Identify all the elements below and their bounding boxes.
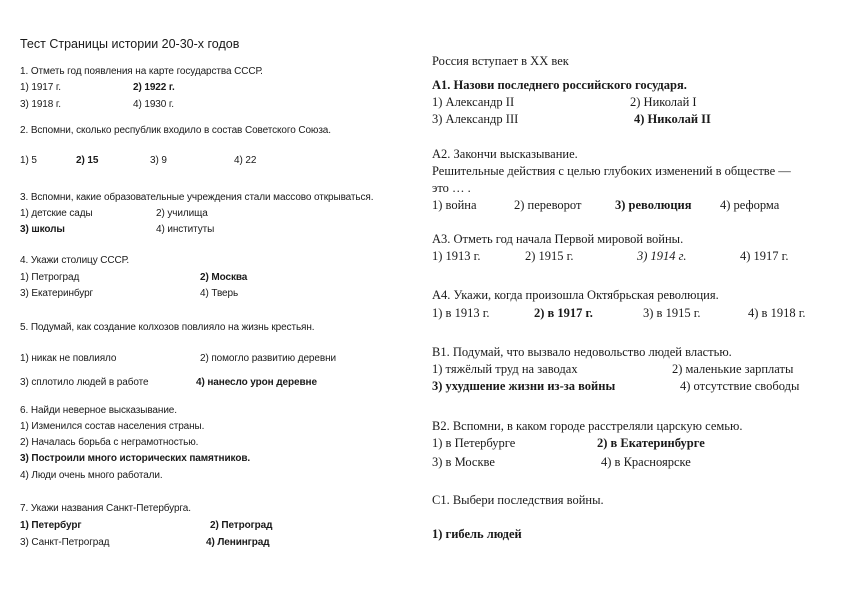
- question-c1-option-1[interactable]: 1) гибель людей: [432, 527, 522, 541]
- question-5-option-4[interactable]: 4) нанесло урон деревне: [196, 377, 317, 388]
- question-6-option-4[interactable]: 4) Люди очень много работали.: [20, 470, 163, 481]
- question-b1-option-4[interactable]: 4) отсутствие свободы: [680, 379, 800, 393]
- question-3-option-1[interactable]: 1) детские сады: [20, 208, 93, 219]
- question-a2-option-3[interactable]: 3) революция: [615, 198, 692, 212]
- question-b2-option-1[interactable]: 1) в Петербурге: [432, 436, 516, 450]
- question-a1-option-2[interactable]: 2) Николай I: [630, 95, 697, 109]
- question-a4-option-1[interactable]: 1) в 1913 г.: [432, 306, 490, 320]
- question-a2-statement: Решительные действия с целью глубоких изменений в обществе —: [432, 164, 791, 178]
- right-test-title: Россия вступает в XX век: [432, 54, 569, 68]
- question-3-text: 3. Вспомни, какие образовательные учреждения стали массово открываться.: [20, 192, 374, 203]
- question-b2-option-4[interactable]: 4) в Красноярске: [601, 455, 691, 469]
- question-4-text: 4. Укажи столицу СССР.: [20, 255, 129, 266]
- question-4-option-1[interactable]: 1) Петроград: [20, 272, 80, 283]
- question-6-option-1[interactable]: 1) Изменился состав населения страны.: [20, 421, 205, 432]
- question-6-text: 6. Найди неверное высказывание.: [20, 405, 177, 416]
- question-a2-statement-end: это … .: [432, 181, 471, 195]
- question-7-option-3[interactable]: 3) Санкт-Петроград: [20, 537, 110, 548]
- question-b2-option-3[interactable]: 3) в Москве: [432, 455, 495, 469]
- question-7-option-1[interactable]: 1) Петербург: [20, 520, 82, 531]
- question-a1-text: А1. Назови последнего российского государя.: [432, 78, 687, 92]
- question-1-option-4[interactable]: 4) 1930 г.: [133, 99, 174, 110]
- question-a2-option-1[interactable]: 1) война: [432, 198, 477, 212]
- question-3-option-2[interactable]: 2) училища: [156, 208, 208, 219]
- question-2-text: 2. Вспомни, сколько республик входило в состав Советского Союза.: [20, 125, 331, 136]
- question-b1-option-1[interactable]: 1) тяжёлый труд на заводах: [432, 362, 578, 376]
- question-a3-option-4[interactable]: 4) 1917 г.: [740, 249, 789, 263]
- question-1-option-1[interactable]: 1) 1917 г.: [20, 82, 61, 93]
- question-3-option-4[interactable]: 4) институты: [156, 224, 215, 235]
- left-test-title: Тест Страницы истории 20-30-х годов: [20, 37, 240, 51]
- question-b2-text: В2. Вспомни, в каком городе расстреляли царскую семью.: [432, 419, 743, 433]
- question-5-option-3[interactable]: 3) сплотило людей в работе: [20, 377, 149, 388]
- question-1-text: 1. Отметь год появления на карте государства СССР.: [20, 66, 263, 77]
- question-2-option-3[interactable]: 3) 9: [150, 155, 167, 166]
- question-a2-option-4[interactable]: 4) реформа: [720, 198, 780, 212]
- question-a4-option-3[interactable]: 3) в 1915 г.: [643, 306, 701, 320]
- question-2-option-1[interactable]: 1) 5: [20, 155, 37, 166]
- question-1-option-2[interactable]: 2) 1922 г.: [133, 82, 175, 93]
- question-5-option-1[interactable]: 1) никак не повлияло: [20, 353, 117, 364]
- question-a1-option-3[interactable]: 3) Александр III: [432, 112, 519, 126]
- question-a1-option-4[interactable]: 4) Николай II: [634, 112, 711, 126]
- question-4-option-2[interactable]: 2) Москва: [200, 272, 248, 283]
- question-2-option-2[interactable]: 2) 15: [76, 155, 99, 166]
- question-a4-option-4[interactable]: 4) в 1918 г.: [748, 306, 806, 320]
- question-a3-option-3[interactable]: 3) 1914 г.: [637, 249, 687, 263]
- question-b1-option-2[interactable]: 2) маленькие зарплаты: [672, 362, 794, 376]
- question-6-option-3[interactable]: 3) Построили много исторических памятников.: [20, 453, 251, 464]
- question-a3-option-2[interactable]: 2) 1915 г.: [525, 249, 574, 263]
- question-1-option-3[interactable]: 3) 1918 г.: [20, 99, 61, 110]
- question-a4-text: А4. Укажи, когда произошла Октябрьская революция.: [432, 288, 719, 302]
- question-b2-option-2[interactable]: 2) в Екатеринбурге: [597, 436, 705, 450]
- question-a3-text: А3. Отметь год начала Первой мировой войны.: [432, 232, 684, 246]
- question-b1-option-3[interactable]: 3) ухудшение жизни из-за войны: [432, 379, 616, 393]
- question-5-text: 5. Подумай, как создание колхозов повлияло на жизнь крестьян.: [20, 322, 315, 333]
- question-7-option-2[interactable]: 2) Петроград: [210, 520, 273, 531]
- question-4-option-3[interactable]: 3) Екатеринбург: [20, 288, 94, 299]
- question-3-option-3[interactable]: 3) школы: [20, 224, 65, 235]
- question-a4-option-2[interactable]: 2) в 1917 г.: [534, 306, 593, 320]
- question-a2-option-2[interactable]: 2) переворот: [514, 198, 582, 212]
- question-6-option-2[interactable]: 2) Началась борьба с неграмотностью.: [20, 437, 199, 448]
- question-7-option-4[interactable]: 4) Ленинград: [206, 537, 270, 548]
- question-a1-option-1[interactable]: 1) Александр II: [432, 95, 515, 109]
- question-4-option-4[interactable]: 4) Тверь: [200, 288, 239, 299]
- question-a3-option-1[interactable]: 1) 1913 г.: [432, 249, 481, 263]
- question-5-option-2[interactable]: 2) помогло развитию деревни: [200, 353, 336, 364]
- question-a2-text: А2. Закончи высказывание.: [432, 147, 578, 161]
- question-b1-text: В1. Подумай, что вызвало недовольство людей властью.: [432, 345, 732, 359]
- question-c1-text: С1. Выбери последствия войны.: [432, 493, 604, 507]
- question-7-text: 7. Укажи названия Санкт-Петербурга.: [20, 503, 191, 514]
- question-2-option-4[interactable]: 4) 22: [234, 155, 257, 166]
